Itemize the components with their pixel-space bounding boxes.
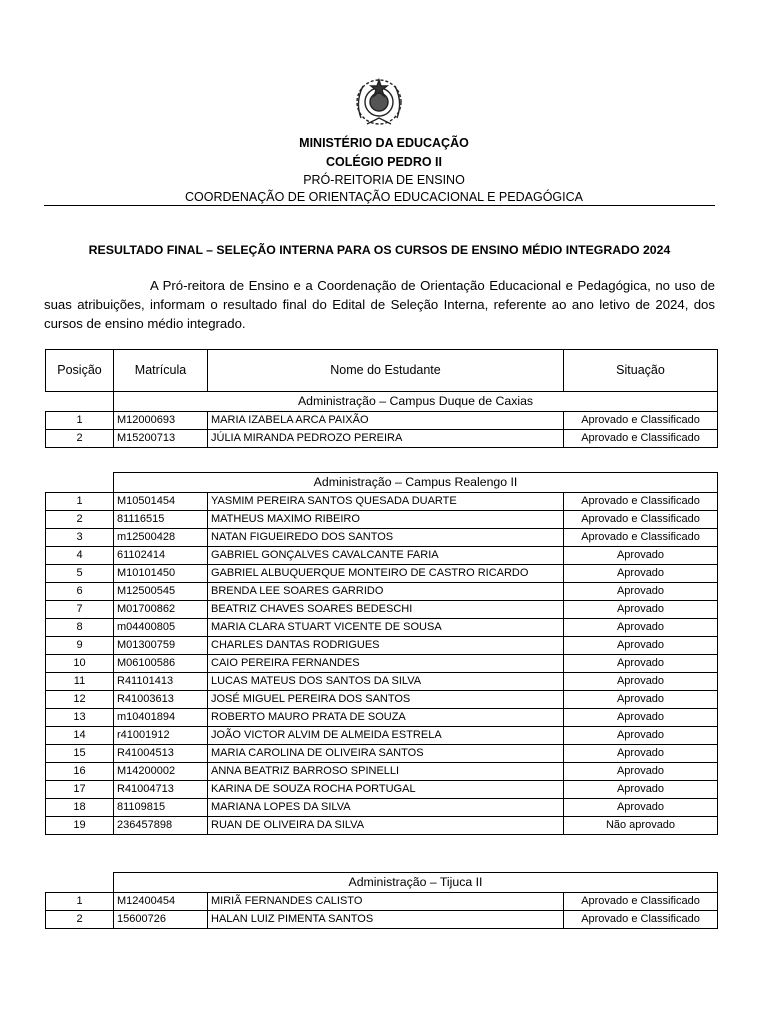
cell-registration: 15600726 [114,911,208,929]
table-row [46,727,718,745]
cell-student-name: BEATRIZ CHAVES SOARES BEDESCHI [208,601,564,619]
cell-position: 13 [46,709,114,727]
cell-status: Aprovado e Classificado [564,412,718,430]
college-name: COLÉGIO PEDRO II [326,155,442,169]
cell-student-name: MARIA CLARA STUART VICENTE DE SOUSA [208,619,564,637]
cell-registration: M10101450 [114,565,208,583]
table-row [46,583,718,601]
cell-status: Aprovado [564,763,718,781]
cell-status: Aprovado [564,601,718,619]
cell-student-name: JÚLIA MIRANDA PEDROZO PEREIRA [208,430,564,448]
table-row [46,673,718,691]
cell-registration: M06100586 [114,655,208,673]
section-title: Administração – Campus Duque de Caxias [114,392,718,412]
cell-position: 1 [46,893,114,911]
cell-position: 16 [46,763,114,781]
column-header-registration: Matrícula [114,350,208,392]
cell-registration: M15200713 [114,430,208,448]
cell-registration: R41003613 [114,691,208,709]
table-row [46,619,718,637]
cell-position: 1 [46,493,114,511]
table-header-row [46,350,718,392]
cell-student-name: RUAN DE OLIVEIRA DA SILVA [208,817,564,835]
cell-status: Aprovado [564,673,718,691]
cell-student-name: NATAN FIGUEIREDO DOS SANTOS [208,529,564,547]
table-row [46,817,718,835]
table-row [46,691,718,709]
cell-status: Aprovado [564,781,718,799]
cell-registration: M14200002 [114,763,208,781]
table-row [46,601,718,619]
cell-position: 2 [46,430,114,448]
cell-position: 3 [46,529,114,547]
cell-status: Aprovado e Classificado [564,529,718,547]
cell-position: 11 [46,673,114,691]
cell-student-name: ROBERTO MAURO PRATA DE SOUZA [208,709,564,727]
cell-registration: R41004713 [114,781,208,799]
table-row [46,781,718,799]
cell-position: 19 [46,817,114,835]
cell-status: Aprovado [564,655,718,673]
cell-status: Aprovado [564,691,718,709]
section-title-row [46,392,718,412]
cell-position: 14 [46,727,114,745]
cell-student-name: MATHEUS MAXIMO RIBEIRO [208,511,564,529]
cell-position: 6 [46,583,114,601]
cell-status: Aprovado [564,799,718,817]
table-row [46,911,718,929]
table-row [46,430,718,448]
brazil-coat-of-arms-icon [349,74,409,134]
cell-student-name: MARIANA LOPES DA SILVA [208,799,564,817]
cell-student-name: JOÃO VICTOR ALVIM DE ALMEIDA ESTRELA [208,727,564,745]
cell-registration: m04400805 [114,619,208,637]
cell-registration: 236457898 [114,817,208,835]
cell-registration: R41101413 [114,673,208,691]
cell-status: Aprovado e Classificado [564,493,718,511]
section-title-row [46,473,718,493]
column-header-position: Posição [46,350,114,392]
header-divider [44,205,715,206]
cell-status: Aprovado [564,565,718,583]
section-title: Administração – Tijuca II [114,873,718,893]
cell-status: Aprovado [564,727,718,745]
cell-position: 8 [46,619,114,637]
table-row [46,763,718,781]
document-title: RESULTADO FINAL – SELEÇÃO INTERNA PARA OS CURSOS DE ENSINO MÉDIO INTEGRADO 2024 [88,243,671,257]
table-row [46,637,718,655]
cell-student-name: BRENDA LEE SOARES GARRIDO [208,583,564,601]
department-name: PRÓ-REITORIA DE ENSINO [303,173,465,187]
cell-student-name: HALAN LUIZ PIMENTA SANTOS [208,911,564,929]
cell-registration: m12500428 [114,529,208,547]
cell-registration: M12400454 [114,893,208,911]
cell-student-name: LUCAS MATEUS DOS SANTOS DA SILVA [208,673,564,691]
cell-status: Aprovado [564,547,718,565]
coordination-name: COORDENAÇÃO DE ORIENTAÇÃO EDUCACIONAL E PEDAGÓGICA [185,190,583,204]
table-row [46,799,718,817]
cell-status: Aprovado [564,709,718,727]
cell-registration: 81116515 [114,511,208,529]
table-row [46,529,718,547]
cell-status: Aprovado e Classificado [564,511,718,529]
column-header-status: Situação [564,350,718,392]
cell-position: 10 [46,655,114,673]
cell-registration: 81109815 [114,799,208,817]
cell-student-name: GABRIEL ALBUQUERQUE MONTEIRO DE CASTRO RICARDO [208,565,564,583]
cell-position: 5 [46,565,114,583]
cell-registration: M01300759 [114,637,208,655]
intro-paragraph [44,276,715,333]
cell-status: Não aprovado [564,817,718,835]
cell-registration: M12000693 [114,412,208,430]
cell-status: Aprovado [564,637,718,655]
cell-status: Aprovado [564,619,718,637]
cell-student-name: MARIA CAROLINA DE OLIVEIRA SANTOS [208,745,564,763]
results-table-realengo-ii [45,472,718,835]
cell-position: 17 [46,781,114,799]
table-row [46,655,718,673]
table-row [46,412,718,430]
cell-student-name: CHARLES DANTAS RODRIGUES [208,637,564,655]
table-row [46,547,718,565]
table-row [46,493,718,511]
cell-position: 12 [46,691,114,709]
cell-position: 9 [46,637,114,655]
section-title-row [46,873,718,893]
cell-student-name: ANNA BEATRIZ BARROSO SPINELLI [208,763,564,781]
ministry-name: MINISTÉRIO DA EDUCAÇÃO [299,136,469,150]
cell-status: Aprovado e Classificado [564,430,718,448]
section-title: Administração – Campus Realengo II [114,473,718,493]
cell-student-name: MARIA IZABELA ARCA PAIXÃO [208,412,564,430]
cell-student-name: CAIO PEREIRA FERNANDES [208,655,564,673]
cell-registration: M10501454 [114,493,208,511]
cell-position: 1 [46,412,114,430]
cell-registration: R41004513 [114,745,208,763]
cell-student-name: GABRIEL GONÇALVES CAVALCANTE FARIA [208,547,564,565]
cell-status: Aprovado [564,583,718,601]
cell-position: 2 [46,511,114,529]
cell-registration: M01700862 [114,601,208,619]
cell-registration: r41001912 [114,727,208,745]
cell-position: 4 [46,547,114,565]
intro-text: A Pró-reitora de Ensino e a Coordenação de Orientação Educacional e Pedagógica, no uso de suas atribuições, informam o resultado final do Edital de Seleção Interna, referente ao ano letivo de 2024, dos cursos de ensino médio integrado. [44,278,715,331]
cell-status: Aprovado e Classificado [564,893,718,911]
cell-student-name: KARINA DE SOUZA ROCHA PORTUGAL [208,781,564,799]
cell-registration: M12500545 [114,583,208,601]
table-row [46,709,718,727]
cell-position: 18 [46,799,114,817]
cell-status: Aprovado e Classificado [564,911,718,929]
cell-student-name: MIRIÃ FERNANDES CALISTO [208,893,564,911]
table-row [46,745,718,763]
column-header-student-name: Nome do Estudante [208,350,564,392]
results-table-duque-de-caxias [45,349,718,448]
cell-status: Aprovado [564,745,718,763]
cell-student-name: YASMIM PEREIRA SANTOS QUESADA DUARTE [208,493,564,511]
results-table-tijuca-ii [45,872,718,929]
cell-student-name: JOSÉ MIGUEL PEREIRA DOS SANTOS [208,691,564,709]
cell-registration: 61102414 [114,547,208,565]
cell-position: 2 [46,911,114,929]
cell-registration: m10401894 [114,709,208,727]
cell-position: 15 [46,745,114,763]
table-row [46,893,718,911]
table-row [46,511,718,529]
cell-position: 7 [46,601,114,619]
table-row [46,565,718,583]
